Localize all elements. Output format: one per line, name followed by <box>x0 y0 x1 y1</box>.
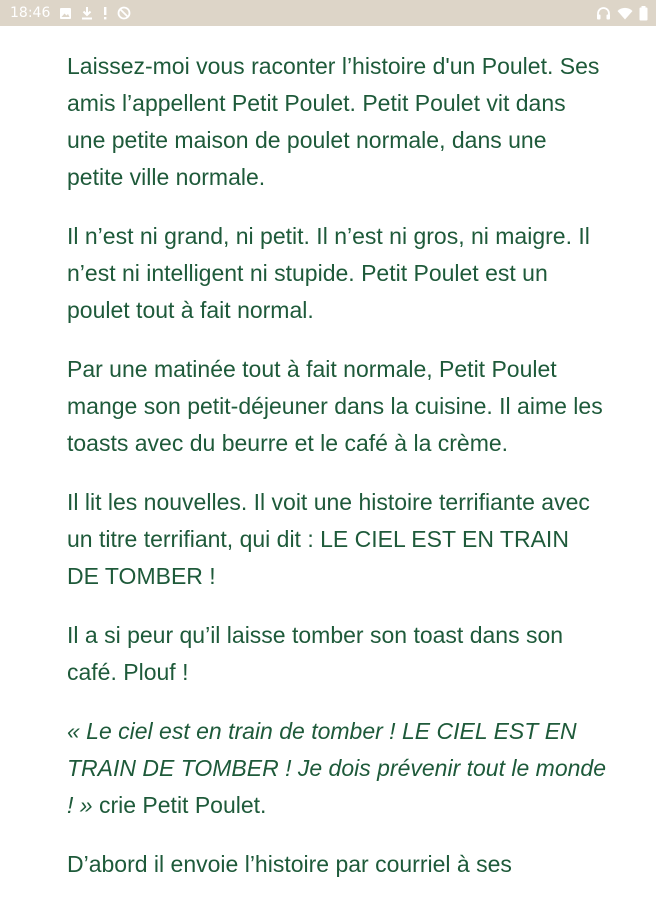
download-icon <box>81 6 93 20</box>
story-paragraph: Par une matinée tout à fait normale, Petit Poulet mange son petit-déjeuner dans la cuisine. Il aime les toasts avec du beurre et le café à la crème. <box>67 356 603 456</box>
story-paragraph: Il n’est ni grand, ni petit. Il n’est ni gros, ni maigre. Il n’est ni intelligent ni stupide. Petit Poulet est un poulet tout à fait normal. <box>67 223 590 323</box>
quote-rest: crie Petit Poulet. <box>92 792 267 818</box>
story-paragraph: Il a si peur qu’il laisse tomber son toast dans son café. Plouf ! <box>67 622 564 685</box>
wifi-icon <box>617 7 633 20</box>
battery-icon <box>639 6 648 21</box>
story-paragraph: Il lit les nouvelles. Il voit une histoire terrifiante avec un titre terrifiant, qui dit : LE CIEL EST EN TRAIN DE TOMBER ! <box>67 489 590 589</box>
status-bar <box>0 0 656 26</box>
alert-icon <box>102 6 108 20</box>
do-not-disturb-icon <box>117 6 131 20</box>
quote-italic: « Le ciel est en train de tomber ! LE CIEL EST EN TRAIN DE TOMBER ! Je dois prévenir tout le monde ! » <box>67 718 606 818</box>
story-paragraph: Laissez-moi vous raconter l’histoire d'un Poulet. Ses amis l’appellent Petit Poulet. Petit Poulet vit dans une petite maison de poulet normale, dans une petite ville normale. <box>67 53 600 190</box>
image-notification-icon <box>59 7 72 20</box>
reader-view[interactable] <box>0 26 656 900</box>
story-paragraph-quote <box>67 713 607 824</box>
story-text <box>67 48 607 900</box>
status-left-group <box>10 5 131 21</box>
headphones-icon <box>596 6 611 20</box>
status-right-group <box>596 6 648 21</box>
status-time: 18:46 <box>10 5 51 21</box>
story-paragraph-partial: D’abord il envoie l’histoire par courriel à ses <box>67 851 512 877</box>
